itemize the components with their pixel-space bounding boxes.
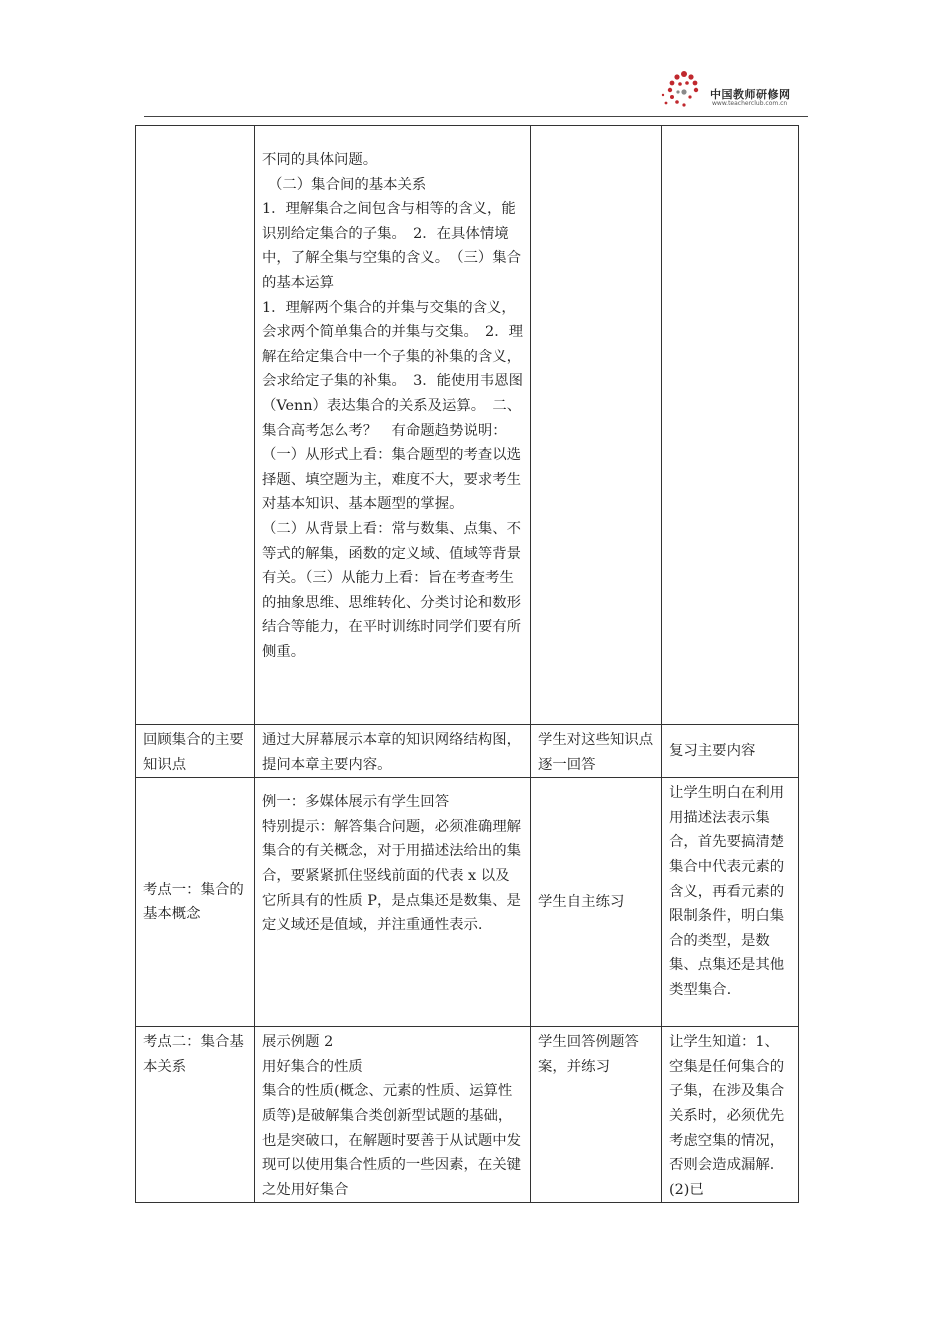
cell-content	[255, 725, 531, 778]
header-divider	[144, 116, 808, 117]
paragraph: （一）从形式上看：集合题型的考查以选择题、填空题为主，难度不大，要求考生对基本知识、基本题型的掌握。	[262, 447, 522, 513]
paragraph: 例一：多媒体展示有学生回答	[262, 794, 450, 811]
paragraph: 用好集合的性质	[262, 1058, 363, 1075]
cell-topic: 回顾集合的主要知识点	[136, 725, 255, 778]
paragraph: 展示例题 2	[262, 1034, 334, 1051]
paragraph: 集合的性质(概念、元素的性质、运算性质等)是破解集合类创新型试题的基础，也是突破口，在解题时要善于从试题中发现可以使用集合性质的一些因素，在关键之处用好集合	[262, 1083, 522, 1198]
paragraph: 1．理解集合之间包含与相等的含义，能识别给定集合的子集。 2．在具体情境中，了解全集与空集的含义。 （三）集合的基本运算	[262, 201, 522, 291]
cell-student-activity: 学生对这些知识点逐一回答	[531, 725, 662, 778]
cell-topic: 考点一：集合的基本概念	[136, 778, 255, 1027]
paragraph: （二）集合间的基本关系	[268, 176, 427, 193]
cell-purpose: 让学生知道：1、空集是任何集合的子集，在涉及集合关系时，必须优先考虑空集的情况，否则会造成漏解．(2)已	[662, 1027, 799, 1203]
lesson-plan-table	[135, 125, 799, 1203]
cell-purpose	[662, 126, 799, 725]
logo-url: www.teacherclub.com.cn	[712, 100, 788, 107]
paragraph: 不同的具体问题。	[262, 152, 378, 168]
logo-title: 中国教师研修网	[710, 88, 791, 101]
cell-purpose: 让学生明白在利用用描述法表示集合，首先要搞清楚集合中代表元素的含义，再看元素的限制条件，明白集合的类型，是数集、点集还是其他类型集合.	[662, 778, 799, 1027]
paragraph: （二）从背景上看：常与数集、点集、不等式的解集，函数的定义域、值域等背景有关。（三）从能力上看：旨在考查考生的抽象思维、思维转化、分类讨论和数形结合等能力，在平时训练时同学们要有所侧重。	[262, 520, 522, 660]
site-logo	[660, 68, 810, 112]
table-row	[136, 126, 799, 725]
cell-student-activity	[531, 126, 662, 725]
logo-flower-icon	[660, 68, 710, 112]
paragraph: 通过大屏幕展示本章的知识网络结构图，提问本章主要内容。	[262, 732, 522, 773]
paragraph: 特别提示：解答集合问题，必须准确理解集合的有关概念，对于用描述法给出的集合，要紧紧抓住竖线前面的代表 x 以及它所具有的性质 P，是点集还是数集、是定义域还是值域，并注重通性表示.	[262, 818, 522, 934]
cell-content	[255, 778, 531, 1027]
table-row	[136, 725, 799, 778]
cell-student-activity: 学生回答例题答案，并练习	[531, 1027, 662, 1203]
cell-student-activity: 学生自主练习	[531, 778, 662, 1027]
paragraph: 1．理解两个集合的并集与交集的含义，会求两个简单集合的并集与交集。 2．理解在给定集合中一个子集的补集的含义，会求给定子集的补集。 3．能使用韦恩图（Venn）表达集合的关系及运算。 二、集合高考怎么考？ 有命题趋势说明：	[262, 299, 523, 439]
cell-purpose: 复习主要内容	[662, 725, 799, 778]
table-row	[136, 778, 799, 1027]
cell-content	[255, 126, 531, 725]
cell-content	[255, 1027, 531, 1203]
table-row	[136, 1027, 799, 1203]
cell-topic	[136, 126, 255, 725]
cell-topic: 考点二：集合基本关系	[136, 1027, 255, 1203]
